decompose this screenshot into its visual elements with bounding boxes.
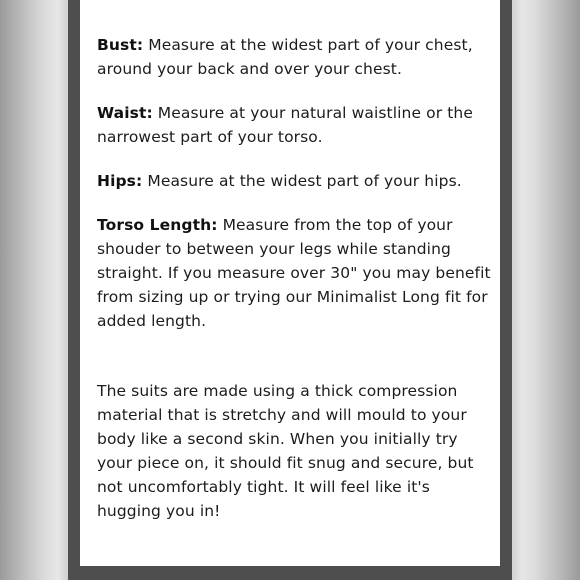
bust-label: Bust: xyxy=(97,36,144,54)
torso-length-label: Torso Length: xyxy=(97,216,218,234)
fit-note: The suits are made using a thick compression material that is stretchy and will mould to your body like a second skin. When you initially try your piece on, it should fit snug and secure, but not uncomfortably tight. It will feel like it's hugging you in! xyxy=(97,382,474,520)
size-guide-card xyxy=(80,0,500,566)
bust-text: Measure at the widest part of your chest, around your back and over your chest. xyxy=(97,36,473,78)
waist-text: Measure at your natural waistline or the narrowest part of your torso. xyxy=(97,104,473,146)
hips-label: Hips: xyxy=(97,172,143,190)
hips-instruction xyxy=(97,169,497,193)
torso-length-instruction xyxy=(97,213,497,333)
size-guide-content xyxy=(97,33,497,543)
waist-label: Waist: xyxy=(97,104,153,122)
bust-instruction xyxy=(97,33,497,81)
torso-length-text: Measure from the top of your shouder to between your legs while standing straight. If you measure over 30" you may benefit from sizing up or trying our Minimalist Long fit for added length. xyxy=(97,216,491,330)
hips-text: Measure at the widest part of your hips. xyxy=(142,172,462,190)
waist-instruction xyxy=(97,101,497,149)
